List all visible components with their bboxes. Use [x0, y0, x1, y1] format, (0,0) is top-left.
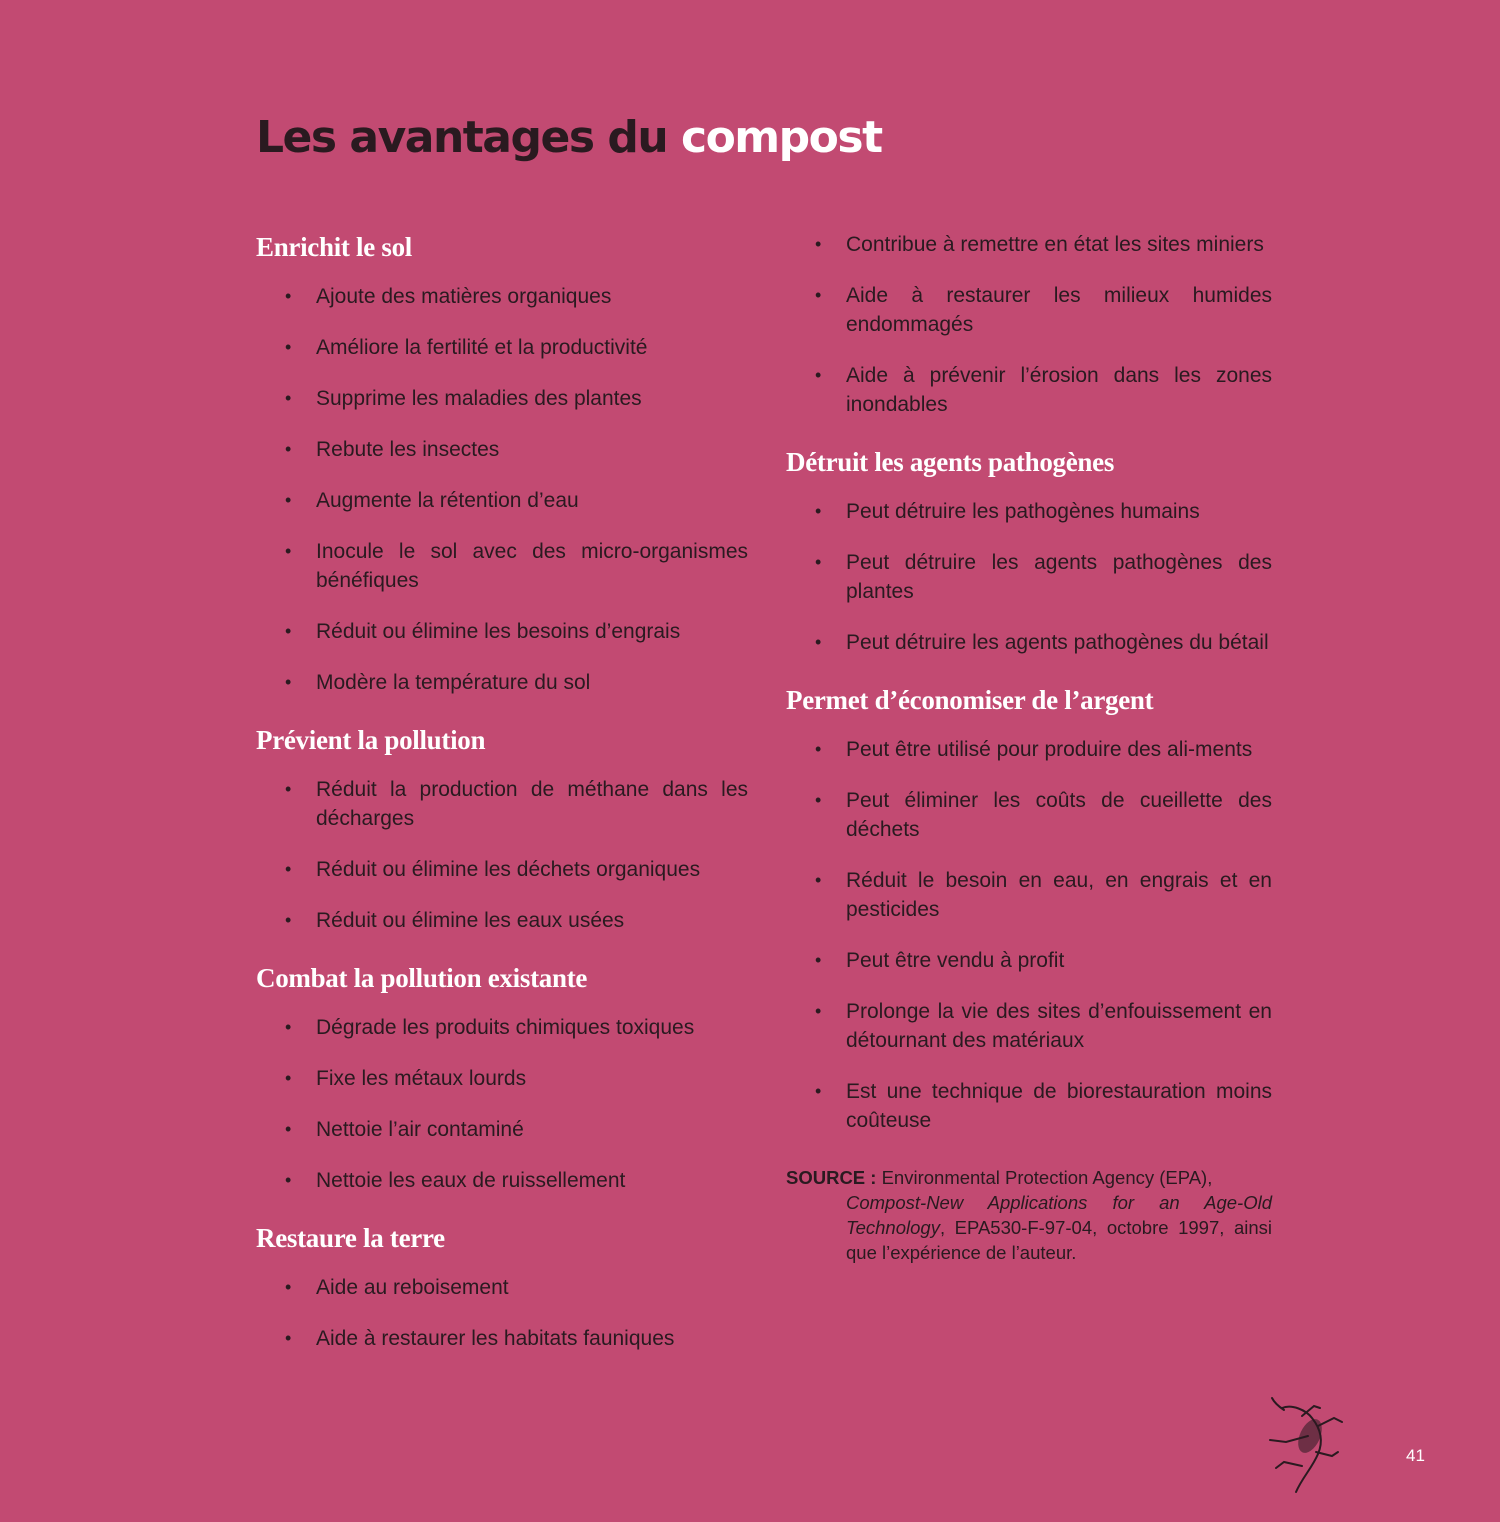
list-item: • Réduit la production de méthane dans les décharges — [256, 775, 748, 833]
source-label: SOURCE : — [786, 1167, 877, 1188]
list-item: • Est une technique de biorestauration moins coûteuse — [786, 1077, 1272, 1135]
list-item: • Prolonge la vie des sites d’enfouissement en détournant des matériaux — [786, 997, 1272, 1055]
section-heading: Prévient la pollution — [256, 725, 486, 755]
bullet-list — [256, 775, 748, 935]
bullet-list — [786, 735, 1272, 1135]
list-item: • Aide à prévenir l’érosion dans les zones inondables — [786, 361, 1272, 419]
salamander-icon — [1262, 1396, 1348, 1496]
left-column — [256, 226, 748, 1375]
title-prefix: Les avantages du — [256, 112, 668, 163]
page-number: 41 — [1406, 1446, 1425, 1465]
list-item: • Ajoute des matières organiques — [256, 282, 748, 311]
section-heading: Permet d’économiser de l’argent — [786, 685, 1154, 715]
bullet-list — [256, 282, 748, 697]
source-citation — [786, 1165, 1272, 1265]
section-heading: Détruit les agents pathogènes — [786, 447, 1115, 477]
section-heading: Restaure la terre — [256, 1223, 445, 1253]
bullet-list — [256, 1013, 748, 1195]
source-title: Compost-New Applications for an Age-Old Technology — [846, 1192, 1272, 1238]
list-item: • Peut être vendu à profit — [786, 946, 1272, 975]
title-highlight: compost — [681, 112, 882, 163]
source-rest: , EPA530-F-97-04, octobre 1997, ainsi que l’expérience de l’auteur. — [846, 1217, 1272, 1263]
list-item: • Aide à restaurer les habitats fauniques — [256, 1324, 748, 1353]
list-item: • Modère la température du sol — [256, 668, 748, 697]
bullet-list — [256, 1273, 748, 1353]
section-heading: Combat la pollution existante — [256, 963, 588, 993]
list-item: • Supprime les maladies des plantes — [256, 384, 748, 413]
source-body — [786, 1190, 1272, 1265]
list-item: • Peut éliminer les coûts de cueillette des déchets — [786, 786, 1272, 844]
list-item: • Réduit ou élimine les déchets organiques — [256, 855, 748, 884]
bullet-list — [786, 497, 1272, 657]
list-item: • Nettoie les eaux de ruissellement — [256, 1166, 748, 1195]
list-item: • Réduit ou élimine les besoins d’engrais — [256, 617, 748, 646]
list-item: • Fixe les métaux lourds — [256, 1064, 748, 1093]
list-item: • Augmente la rétention d’eau — [256, 486, 748, 515]
list-item: • Peut détruire les agents pathogènes du bétail — [786, 628, 1272, 657]
list-item: • Réduit le besoin en eau, en engrais et en pesticides — [786, 866, 1272, 924]
source-line1: Environmental Protection Agency (EPA), — [881, 1167, 1213, 1188]
right-column — [786, 226, 1272, 1284]
list-item: • Rebute les insectes — [256, 435, 748, 464]
list-item: • Peut détruire les agents pathogènes des plantes — [786, 548, 1272, 606]
list-item: • Nettoie l’air contaminé — [256, 1115, 748, 1144]
list-item: • Inocule le sol avec des micro-organismes bénéfiques — [256, 537, 748, 595]
list-item: • Améliore la fertilité et la productivité — [256, 333, 748, 362]
list-item: • Contribue à remettre en état les sites miniers — [786, 230, 1272, 259]
list-item: • Dégrade les produits chimiques toxiques — [256, 1013, 748, 1042]
list-item: • Réduit ou élimine les eaux usées — [256, 906, 748, 935]
bullet-list — [786, 230, 1272, 419]
list-item: • Peut détruire les pathogènes humains — [786, 497, 1272, 526]
list-item: • Aide au reboisement — [256, 1273, 748, 1302]
list-item: • Aide à restaurer les milieux humides endommagés — [786, 281, 1272, 339]
list-item: • Peut être utilisé pour produire des ali-ments — [786, 735, 1272, 764]
page-title — [256, 112, 882, 163]
section-heading: Enrichit le sol — [256, 232, 412, 262]
